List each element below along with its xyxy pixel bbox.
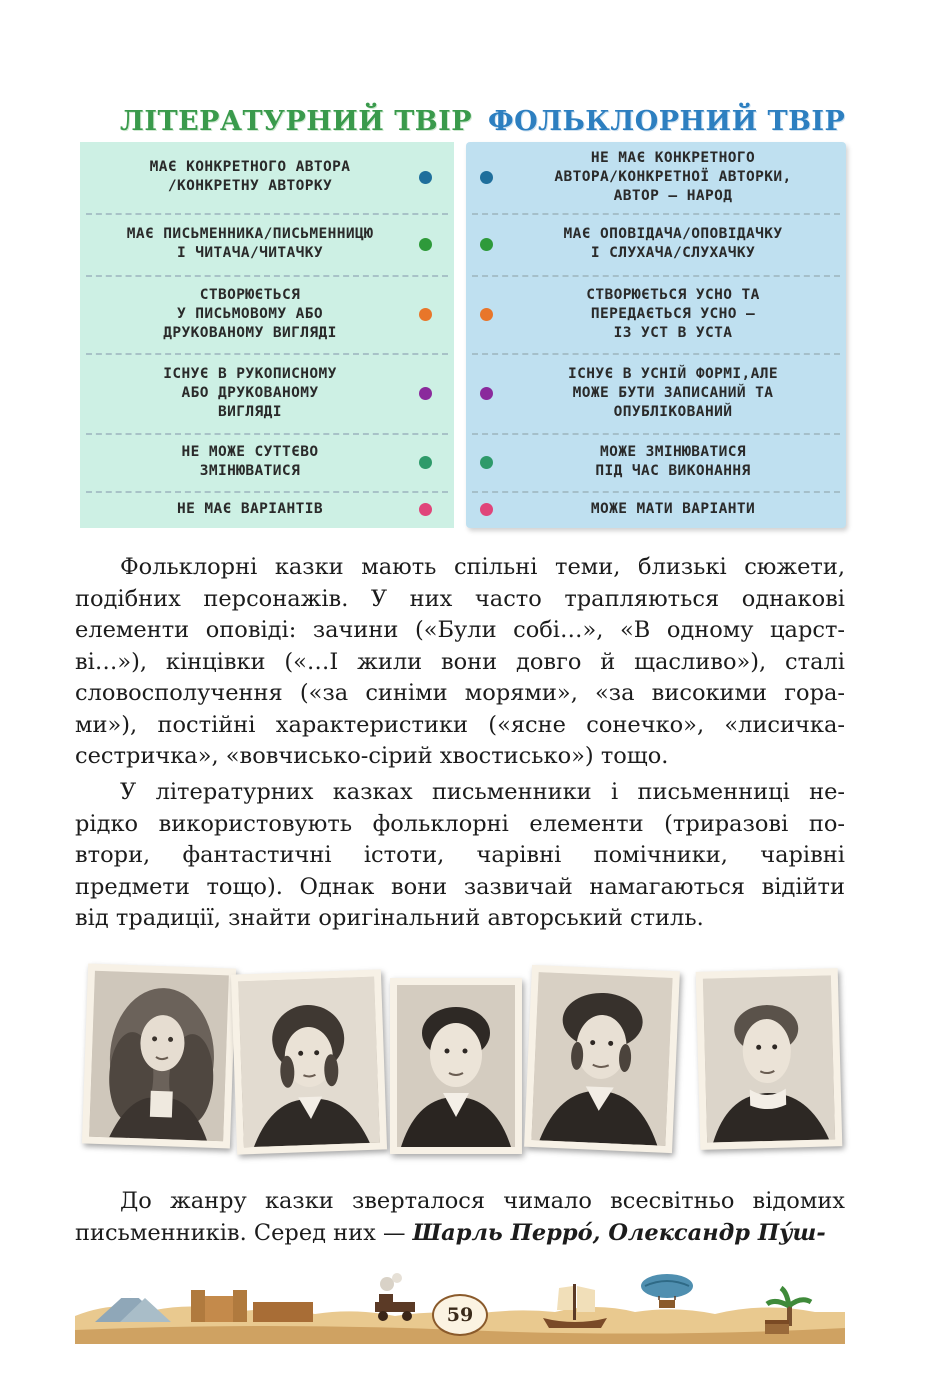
comparison-row-text bbox=[163, 365, 336, 422]
comparison-row bbox=[80, 354, 454, 432]
portrait-hauff-image bbox=[397, 985, 515, 1147]
comparison-row bbox=[80, 214, 454, 274]
literary-work-panel bbox=[80, 142, 454, 528]
paragraph-line: словосполучення («за синіми морями», «за високими гора- bbox=[75, 680, 845, 706]
bullet-dot-icon bbox=[480, 503, 493, 516]
portrait-hauff bbox=[390, 978, 522, 1154]
comparison-row-text bbox=[163, 286, 336, 343]
comparison-row-line: ЗМІНЮВАТИСЯ bbox=[199, 463, 301, 479]
paragraph-folk-tales bbox=[75, 552, 845, 773]
bullet-dot-icon bbox=[419, 308, 432, 321]
comparison-row-line: МОЖЕ ЗМІНЮВАТИСЯ bbox=[599, 444, 747, 460]
comparison-row-line: НЕ МАЄ ВАРІАНТІВ bbox=[176, 500, 324, 517]
bullet-dot-icon bbox=[480, 308, 493, 321]
comparison-row-text bbox=[591, 500, 755, 519]
row-divider bbox=[472, 213, 840, 215]
comparison-row-line: ВИГЛЯДІ bbox=[218, 403, 282, 420]
comparison-row-line: МАЄ ОПОВІДАЧА/ОПОВІДАЧКУ bbox=[563, 226, 783, 242]
paragraph-line: У літературних казках письменники і письменниці не- bbox=[120, 779, 845, 805]
text-run: письменників. Серед них — bbox=[75, 1219, 413, 1246]
portrait-andersen-image bbox=[703, 975, 835, 1142]
folklore-work-title: ФОЛЬКЛОРНИЙ ТВІР bbox=[488, 106, 846, 137]
comparison-row-text bbox=[177, 500, 323, 519]
comparison-row-line: МОЖЕ БУТИ ЗАПИСАНИЙ ТА bbox=[572, 384, 774, 401]
comparison-row-line: ІСНУЄ В УСНІЙ ФОРМІ,АЛЕ bbox=[568, 365, 778, 382]
bullet-dot-icon bbox=[480, 456, 493, 469]
paragraph-line: Фольклорні казки мають спільні теми, близькі сюжети, bbox=[120, 554, 845, 580]
comparison-row-text bbox=[150, 158, 351, 196]
paragraph-line: предмети тощо). Однак вони зазвичай намагаються відійти bbox=[75, 873, 845, 900]
paragraph-line bbox=[75, 1218, 845, 1250]
paragraph-line: від традиції, знайти оригінальний авторський стиль. bbox=[75, 905, 704, 931]
portrait-perrault bbox=[82, 963, 236, 1148]
folklore-work-panel bbox=[466, 142, 846, 528]
comparison-row bbox=[466, 142, 846, 212]
comparison-row bbox=[466, 276, 846, 352]
comparison-row-line: /КОНКРЕТНУ АВТОРКУ bbox=[167, 178, 333, 194]
comparison-row bbox=[466, 492, 846, 526]
bullet-dot-icon bbox=[419, 387, 432, 400]
bullet-dot-icon bbox=[419, 503, 432, 516]
comparison-table bbox=[80, 100, 846, 532]
comparison-row bbox=[466, 434, 846, 490]
row-divider bbox=[86, 275, 448, 277]
portrait-hoffmann-image bbox=[531, 972, 672, 1146]
paragraph-line: ми»), постійні характеристики («ясне сонечко», «лисичка- bbox=[75, 711, 845, 738]
comparison-row-line: У ПИСЬМОВОМУ АБО bbox=[176, 305, 324, 322]
paragraph-line: подібних персонажів. У них часто трапляються однакові bbox=[75, 585, 845, 612]
comparison-row-line: АБО ДРУКОВАНОМУ bbox=[181, 384, 319, 401]
comparison-row-line: ІЗ УСТ В УСТА bbox=[613, 324, 733, 341]
comparison-row-text bbox=[568, 365, 778, 422]
paragraph-world-writers bbox=[75, 1186, 845, 1249]
comparison-row-line: НЕ МАЄ КОНКРЕТНОГО bbox=[590, 149, 756, 166]
comparison-row-line: МОЖЕ МАТИ ВАРІАНТИ bbox=[590, 500, 756, 517]
paragraph-line: сестричка», «вовчисько-сірий хвостисько») тощо. bbox=[75, 743, 669, 769]
comparison-row-line: ОПУБЛІКОВАНИЙ bbox=[613, 403, 733, 420]
row-divider bbox=[86, 491, 448, 493]
bullet-dot-icon bbox=[419, 171, 432, 184]
page-number: 59 bbox=[432, 1294, 488, 1336]
comparison-row-text bbox=[563, 225, 782, 263]
comparison-row-text bbox=[595, 443, 750, 481]
literary-work-title: ЛІТЕРАТУРНИЙ ТВІР bbox=[120, 106, 473, 137]
comparison-row-line: ДРУКОВАНОМУ ВИГЛЯДІ bbox=[163, 324, 337, 341]
comparison-row-line: АВТОР — НАРОД bbox=[613, 187, 733, 204]
bullet-dot-icon bbox=[419, 456, 432, 469]
paragraph-line: втори, фантастичні істоти, чарівні помічники, чарівні bbox=[75, 842, 845, 868]
portrait-perrault-image bbox=[89, 971, 229, 1142]
portrait-pushkin bbox=[231, 969, 387, 1154]
bullet-dot-icon bbox=[419, 238, 432, 251]
row-divider bbox=[86, 433, 448, 435]
paragraph-literary-tales bbox=[75, 777, 845, 935]
comparison-row-line: І СЛУХАЧА/СЛУХАЧКУ bbox=[590, 245, 756, 261]
comparison-row bbox=[80, 276, 454, 352]
comparison-row-text bbox=[554, 149, 791, 206]
comparison-row bbox=[466, 214, 846, 274]
comparison-row bbox=[80, 492, 454, 526]
bullet-dot-icon bbox=[480, 238, 493, 251]
comparison-row-line: І ЧИТАЧА/ЧИТАЧКУ bbox=[176, 245, 324, 261]
bullet-dot-icon bbox=[480, 387, 493, 400]
comparison-row-text bbox=[182, 443, 319, 481]
comparison-row-line: ІСНУЄ В РУКОПИСНОМУ bbox=[163, 365, 337, 382]
row-divider bbox=[86, 353, 448, 355]
comparison-row-line: НЕ МОЖЕ СУТТЄВО bbox=[181, 444, 319, 460]
bullet-dot-icon bbox=[480, 171, 493, 184]
paragraph-line: рідко використовують фольклорні елементи (триразові по- bbox=[75, 810, 845, 837]
paragraph-line: елементи оповіді: зачини («Були собі…», «В одному царст- bbox=[75, 617, 845, 643]
row-divider bbox=[472, 433, 840, 435]
comparison-row-text bbox=[586, 286, 759, 343]
comparison-row-line: ПЕРЕДАЄТЬСЯ УСНО — bbox=[590, 305, 756, 322]
paragraph-line: До жанру казки зверталося чимало всесвітньо відомих bbox=[120, 1188, 845, 1214]
row-divider bbox=[472, 353, 840, 355]
comparison-row-line: ПІД ЧАС ВИКОНАННЯ bbox=[595, 463, 751, 479]
portrait-pushkin-image bbox=[238, 977, 380, 1148]
comparison-row-line: СТВОРЮЄТЬСЯ bbox=[199, 286, 301, 303]
comparison-row-line: АВТОРА/КОНКРЕТНОЇ АВТОРКИ, bbox=[554, 168, 792, 185]
emphasized-names: Шарль Перро́, Олександр Пу́ш- bbox=[412, 1219, 826, 1246]
portrait-andersen bbox=[696, 968, 843, 1150]
comparison-row bbox=[80, 434, 454, 490]
row-divider bbox=[86, 213, 448, 215]
row-divider bbox=[472, 491, 840, 493]
paragraph-line: ві…»), кінцівки («…І жили вони довго й щасливо»), сталі bbox=[75, 648, 845, 675]
comparison-row-line: МАЄ КОНКРЕТНОГО АВТОРА bbox=[149, 159, 351, 175]
row-divider bbox=[472, 275, 840, 277]
comparison-row-line: МАЄ ПИСЬМЕННИКА/ПИСЬМЕННИЦЮ bbox=[126, 226, 374, 242]
comparison-row bbox=[80, 142, 454, 212]
comparison-row-line: СТВОРЮЄТЬСЯ УСНО ТА bbox=[586, 286, 760, 303]
portrait-hoffmann bbox=[524, 965, 680, 1153]
comparison-row-text bbox=[127, 225, 374, 263]
comparison-row bbox=[466, 354, 846, 432]
